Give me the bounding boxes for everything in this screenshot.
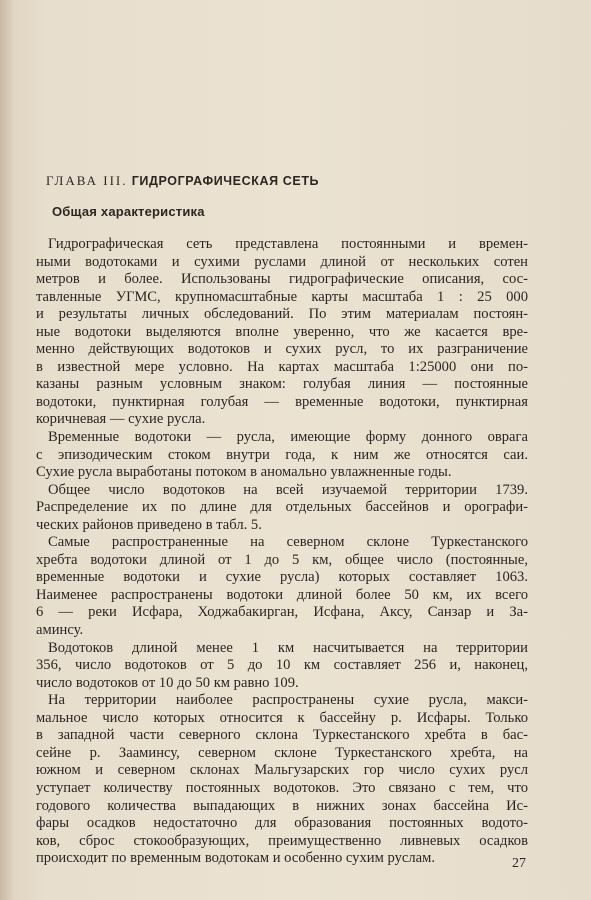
text-line: ческих районов приведено в табл. 5. [36, 516, 262, 533]
text-line: ные водотоки выделяются вполне уверенно, что же касается вре- [36, 323, 528, 340]
text-line: временные водотоки и сухие русла) которых составляет 1063. [36, 569, 528, 586]
chapter-heading [46, 173, 546, 189]
text-line: южном и северном склонах Мальгузарских гор число сухих русл [36, 762, 528, 779]
text-line: казаны разным условным знаком: голубая линия — постоянные [36, 376, 528, 393]
text-line: уступает количеству постоянных водотоков. Это связано с тем, что [36, 779, 528, 796]
paragraph [36, 692, 528, 867]
text-line: На территории наиболее распространены сухие русла, макси- [48, 692, 528, 709]
text-line: ков, сброс стокообразующих, преимущественно ливневых осадков [36, 832, 528, 849]
text-line: мальное число которых относится к бассейну р. Исфары. Только [36, 709, 528, 726]
text-line: в известной мере условно. На картах масштаба 1:25000 они по- [36, 358, 528, 375]
chapter-label: ГЛАВА III. [46, 173, 128, 188]
text-line: Сухие русла выработаны потоком в аномально увлажненные годы. [36, 464, 452, 481]
text-line: метров и более. Использованы гидрографические описания, сос- [36, 271, 528, 288]
text-line: хребта водотоки длиной от 1 до 5 км, общее число (постоянные, [36, 551, 528, 568]
text-line: Распределение их по длине для отдельных бассейнов и орографи- [36, 499, 528, 516]
paragraph [36, 534, 528, 639]
text-line: происходит по временным водотокам и особенно сухим руслам. [36, 850, 435, 867]
text-line: Самые распространенные на северном склоне Туркестанского [48, 534, 528, 551]
text-line: менно действующих водотоков и сухих русл, то их разграничение [36, 341, 528, 358]
page-spine-shadow [0, 0, 14, 900]
text-line: водотоки, пунктирная голубая — временные водотоки, пунктирная [36, 393, 528, 410]
text-line: Общее число водотоков на всей изучаемой территории 1739. [48, 481, 528, 498]
paragraph [36, 429, 528, 482]
text-line: аминсу. [36, 622, 84, 639]
text-line: число водотоков от 10 до 50 км равно 109. [36, 674, 299, 691]
paragraph [36, 640, 528, 693]
body-text [36, 236, 528, 868]
text-line: ными водотоками и сухими руслами длиной от нескольких сотен [36, 253, 528, 270]
text-line: и результаты личных обследований. По этим материалам постоян- [36, 306, 528, 323]
text-line: тавленные УГМС, крупномасштабные карты масштаба 1 : 25 000 [36, 288, 528, 305]
text-line: сейне р. Зааминсу, северном склоне Туркестанского хребта, на [36, 744, 528, 761]
text-line: 6 — реки Исфара, Ходжабакирган, Исфана, Аксу, Санзар и За- [36, 604, 528, 621]
text-line: годового количества выпадающих в нижних зонах бассейна Ис- [36, 797, 528, 814]
text-line: коричневая — сухие русла. [36, 411, 206, 428]
text-line: с эпизодическим стоком внутри года, к ним же относятся саи. [36, 446, 528, 463]
chapter-title: ГИДРОГРАФИЧЕСКАЯ СЕТЬ [131, 174, 320, 188]
text-line: 356, число водотоков от 5 до 10 км составляет 256 и, наконец, [36, 657, 528, 674]
page-number: 27 [512, 856, 526, 871]
text-line: фары осадков недостаточно для образования постоянных водото- [36, 815, 528, 832]
text-line: Водотоков длиной менее 1 км насчитывается на территории [48, 639, 528, 656]
text-line: Наименее распространены водотоки длиной более 50 км, их всего [36, 586, 528, 603]
paragraph [36, 482, 528, 535]
paragraph [36, 236, 528, 429]
text-line: в западной части северного склона Туркестанского хребта в бас- [36, 727, 528, 744]
text-line: Временные водотоки — русла, имеющие форму донного оврага [48, 429, 528, 446]
text-line: Гидрографическая сеть представлена постоянными и времен- [48, 236, 528, 252]
section-title: Общая характеристика [52, 204, 205, 219]
